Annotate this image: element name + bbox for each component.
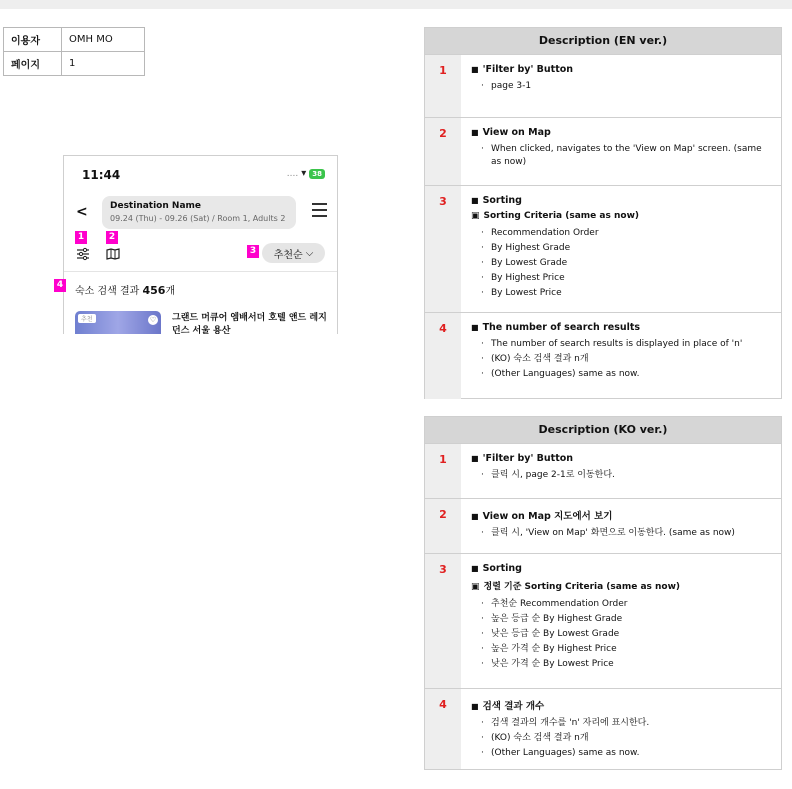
annotation-badge-4: 4 — [54, 279, 66, 292]
row-number: 2 — [425, 118, 461, 185]
battery-icon: 38 — [309, 169, 325, 179]
row-title: ■ 'Filter by' Button — [471, 453, 771, 464]
heart-icon[interactable]: ♡ — [149, 316, 157, 324]
criteria-title: ▣ Sorting Criteria (same as now) — [471, 211, 771, 221]
row-title: ■ Sorting — [471, 195, 771, 206]
list-item: · 검색 결과의 개수를 'n' 자리에 표시한다. — [481, 717, 771, 730]
phone-mockup — [63, 155, 338, 334]
row-title: ■ View on Map — [471, 127, 771, 138]
list-item: · (Other Languages) same as now. — [481, 368, 771, 381]
row-title: ■ Sorting — [471, 563, 771, 574]
status-bar — [287, 168, 325, 179]
meta-value: OMH MO — [62, 28, 145, 52]
list-item: · 클릭 시, 'View on Map' 화면으로 이동한다. (same as now) — [481, 527, 771, 540]
destination-info: 09.24 (Thu) - 09.26 (Sat) / Room 1, Adults 2 — [110, 214, 286, 223]
destination-name: Destination Name — [110, 201, 201, 211]
row-title: ■ 'Filter by' Button — [471, 64, 771, 75]
description-row — [425, 117, 781, 185]
row-title: ■ The number of search results — [471, 322, 771, 333]
map-icon[interactable] — [106, 248, 120, 260]
status-time: 11:44 — [82, 168, 121, 182]
annotation-badge-2: 2 — [106, 231, 118, 244]
row-number: 3 — [425, 186, 461, 312]
meta-key: 페이지 — [4, 52, 62, 76]
list-item: · 높은 가격 순 By Highest Price — [481, 643, 771, 656]
list-item: · (KO) 숙소 검색 결과 n개 — [481, 732, 771, 745]
annotation-badge-1: 1 — [75, 231, 87, 244]
recommend-tag: 추천 — [78, 314, 96, 323]
destination-box[interactable] — [102, 196, 296, 229]
list-item: · Recommendation Order — [481, 227, 771, 240]
list-item: · (KO) 숙소 검색 결과 n개 — [481, 353, 771, 366]
meta-table — [3, 27, 145, 76]
description-row — [425, 498, 781, 553]
row-number: 4 — [425, 689, 461, 769]
sort-label: 추천순 — [273, 249, 303, 261]
table-row — [4, 52, 145, 76]
search-results-count: 숙소 검색 결과 456개 — [75, 284, 176, 297]
top-bar — [0, 0, 792, 9]
back-button[interactable]: < — [76, 204, 88, 220]
list-item: · (Other Languages) same as now. — [481, 747, 771, 760]
row-number: 2 — [425, 499, 461, 553]
description-panel-ko — [424, 416, 782, 770]
description-row — [425, 312, 781, 399]
meta-key: 이용자 — [4, 28, 62, 52]
description-row — [425, 185, 781, 312]
list-item: · 높은 등급 순 By Highest Grade — [481, 613, 771, 626]
list-item: · By Highest Price — [481, 272, 771, 285]
chevron-down-icon: ⌵ — [305, 247, 314, 259]
description-row — [425, 54, 781, 117]
description-row — [425, 443, 781, 498]
hotel-name[interactable]: 그랜드 머큐어 엠배서더 호텔 앤드 레지던스 서울 용산 — [172, 313, 327, 334]
annotation-badge-3: 3 — [247, 245, 259, 258]
list-item: · By Highest Grade — [481, 242, 771, 255]
row-number: 1 — [425, 444, 461, 498]
hamburger-menu-icon[interactable] — [312, 203, 327, 221]
description-row — [425, 688, 781, 769]
hotel-image[interactable] — [75, 311, 161, 334]
list-item: · 클릭 시, page 2-1로 이동한다. — [481, 469, 771, 482]
wifi-icon: ▾ — [301, 168, 307, 179]
row-title: ■ View on Map 지도에서 보기 — [471, 508, 771, 522]
divider — [64, 271, 337, 272]
panel-header: Description (KO ver.) — [425, 417, 781, 443]
criteria-title: ▣ 정렬 기준 Sorting Criteria (same as now) — [471, 579, 771, 592]
list-item: · The number of search results is displayed in place of 'n' — [481, 338, 771, 351]
table-row — [4, 28, 145, 52]
row-title: ■ 검색 결과 개수 — [471, 698, 771, 712]
signal-indicator: .... — [286, 168, 299, 179]
list-item: · 추천순 Recommendation Order — [481, 598, 771, 611]
panel-header: Description (EN ver.) — [425, 28, 781, 54]
list-item: · When clicked, navigates to the 'View on Map' screen. (same as now) — [481, 143, 771, 169]
results-number: 456 — [142, 284, 166, 297]
row-number: 4 — [425, 313, 461, 399]
row-number: 1 — [425, 55, 461, 117]
list-item: · By Lowest Price — [481, 287, 771, 300]
list-item: · page 3-1 — [481, 80, 771, 93]
list-item: · By Lowest Grade — [481, 257, 771, 270]
meta-value: 1 — [62, 52, 145, 76]
filter-icon[interactable] — [76, 247, 90, 261]
description-row — [425, 553, 781, 688]
row-number: 3 — [425, 554, 461, 688]
list-item: · 낮은 등급 순 By Lowest Grade — [481, 628, 771, 641]
description-panel-en — [424, 27, 782, 399]
sort-button[interactable] — [262, 243, 325, 263]
list-item: · 낮은 가격 순 By Lowest Price — [481, 658, 771, 671]
